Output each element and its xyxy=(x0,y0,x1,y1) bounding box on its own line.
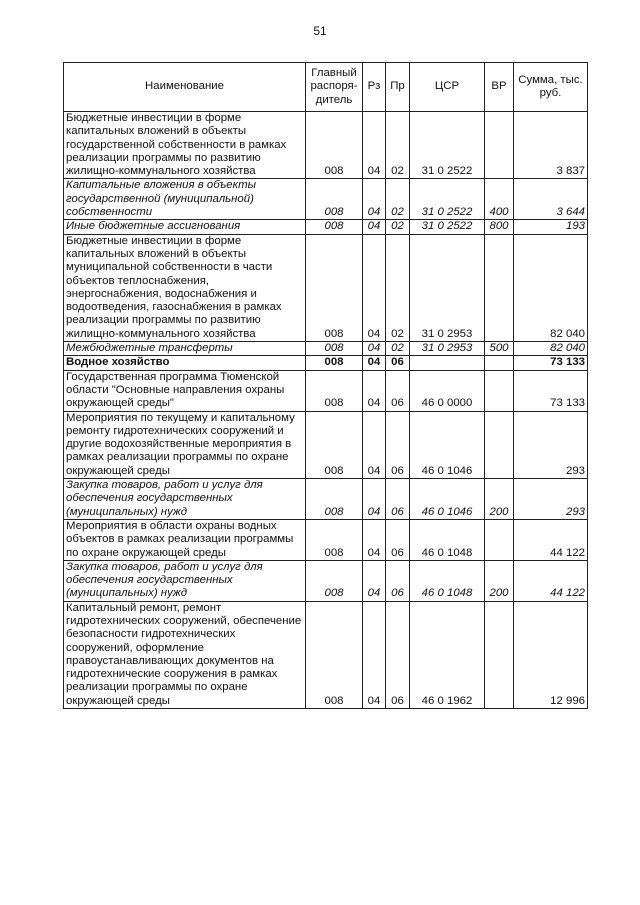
table-row xyxy=(64,356,588,370)
row-vr xyxy=(485,519,514,560)
row-rz: 04 xyxy=(363,479,386,520)
row-pr: 06 xyxy=(386,356,410,370)
row-grbs: 008 xyxy=(306,220,363,234)
table-header-row xyxy=(64,63,588,112)
header-vr: ВР xyxy=(485,63,514,112)
budget-table xyxy=(63,62,588,709)
row-sum: 3 644 xyxy=(514,179,588,220)
row-grbs: 008 xyxy=(306,179,363,220)
row-rz: 04 xyxy=(363,370,386,411)
row-csr: 31 0 2522 xyxy=(410,179,485,220)
row-grbs: 008 xyxy=(306,411,363,478)
row-csr: 46 0 1048 xyxy=(410,519,485,560)
header-pr: Пр xyxy=(386,63,410,112)
row-name: Государственная программа Тюменской области "Основные направления охраны окружающей среды" xyxy=(64,370,306,411)
row-vr xyxy=(485,112,514,179)
row-name: Мероприятия по текущему и капитальному ремонту гидротехнических сооружений и другие водохозяйственные мероприятия в рамках реализации программы по охране окружающей среды xyxy=(64,411,306,478)
row-vr xyxy=(485,234,514,341)
row-sum: 73 133 xyxy=(514,356,588,370)
row-name: Водное хозяйство xyxy=(64,356,306,370)
row-csr xyxy=(410,356,485,370)
row-grbs: 008 xyxy=(306,112,363,179)
row-sum: 293 xyxy=(514,479,588,520)
row-rz: 04 xyxy=(363,342,386,356)
row-vr xyxy=(485,370,514,411)
row-pr: 06 xyxy=(386,519,410,560)
row-sum: 73 133 xyxy=(514,370,588,411)
table-row xyxy=(64,560,588,601)
row-csr: 46 0 1046 xyxy=(410,479,485,520)
row-name: Мероприятия в области охраны водных объектов в рамках реализации программы по охране окружающей среды xyxy=(64,519,306,560)
row-grbs: 008 xyxy=(306,601,363,708)
header-name: Наименование xyxy=(64,63,306,112)
row-pr: 06 xyxy=(386,411,410,478)
table-row xyxy=(64,479,588,520)
row-vr xyxy=(485,601,514,708)
row-sum: 193 xyxy=(514,220,588,234)
row-rz: 04 xyxy=(363,112,386,179)
table-row xyxy=(64,519,588,560)
row-name: Закупка товаров, работ и услуг для обеспечения государственных (муниципальных) нужд xyxy=(64,479,306,520)
row-grbs: 008 xyxy=(306,560,363,601)
table-row xyxy=(64,370,588,411)
row-pr: 06 xyxy=(386,479,410,520)
row-vr xyxy=(485,356,514,370)
row-pr: 06 xyxy=(386,560,410,601)
row-name: Капитальный ремонт, ремонт гидротехнических сооружений, обеспечение безопасности гидротехнических сооружений, оформление правоустанавливающих документов на гидротехнические сооружения в рамках реализации программы по охране окружающей среды xyxy=(64,601,306,708)
row-pr: 06 xyxy=(386,601,410,708)
row-pr: 02 xyxy=(386,220,410,234)
row-rz: 04 xyxy=(363,356,386,370)
row-vr: 200 xyxy=(485,560,514,601)
table-row xyxy=(64,112,588,179)
row-rz: 04 xyxy=(363,234,386,341)
row-csr: 46 0 1048 xyxy=(410,560,485,601)
row-csr: 31 0 2953 xyxy=(410,342,485,356)
table-row xyxy=(64,411,588,478)
row-rz: 04 xyxy=(363,411,386,478)
row-sum: 293 xyxy=(514,411,588,478)
header-sum: Сумма, тыс. руб. xyxy=(514,63,588,112)
row-vr: 800 xyxy=(485,220,514,234)
row-csr: 46 0 1962 xyxy=(410,601,485,708)
row-rz: 04 xyxy=(363,179,386,220)
row-grbs: 008 xyxy=(306,234,363,341)
row-grbs: 008 xyxy=(306,356,363,370)
row-rz: 04 xyxy=(363,560,386,601)
row-pr: 02 xyxy=(386,342,410,356)
row-sum: 44 122 xyxy=(514,560,588,601)
row-grbs: 008 xyxy=(306,479,363,520)
row-grbs: 008 xyxy=(306,342,363,356)
row-vr: 200 xyxy=(485,479,514,520)
row-name: Бюджетные инвестиции в форме капитальных вложений в объекты муниципальной собственности в части объектов теплоснабжения, энергоснабжения, водоснабжения и водоотведения, газоснабжения в рамках реализации программы по развитию жилищно-коммунального хозяйства xyxy=(64,234,306,341)
row-sum: 82 040 xyxy=(514,342,588,356)
table-row xyxy=(64,342,588,356)
row-vr xyxy=(485,411,514,478)
header-rz: Рз xyxy=(363,63,386,112)
row-csr: 31 0 2522 xyxy=(410,220,485,234)
header-csr: ЦСР xyxy=(410,63,485,112)
table-row xyxy=(64,220,588,234)
row-name: Иные бюджетные ассигнования xyxy=(64,220,306,234)
row-vr: 400 xyxy=(485,179,514,220)
row-sum: 12 996 xyxy=(514,601,588,708)
row-pr: 02 xyxy=(386,234,410,341)
row-rz: 04 xyxy=(363,519,386,560)
row-sum: 44 122 xyxy=(514,519,588,560)
row-name: Закупка товаров, работ и услуг для обеспечения государственных (муниципальных) нужд xyxy=(64,560,306,601)
row-vr: 500 xyxy=(485,342,514,356)
row-sum: 82 040 xyxy=(514,234,588,341)
row-csr: 46 0 1046 xyxy=(410,411,485,478)
row-grbs: 008 xyxy=(306,370,363,411)
row-sum: 3 837 xyxy=(514,112,588,179)
row-pr: 02 xyxy=(386,179,410,220)
row-grbs: 008 xyxy=(306,519,363,560)
row-name: Бюджетные инвестиции в форме капитальных вложений в объекты государственной собственности в рамках реализации программы по развитию жилищно-коммунального хозяйства xyxy=(64,112,306,179)
table-row xyxy=(64,179,588,220)
table-row xyxy=(64,234,588,341)
row-pr: 02 xyxy=(386,112,410,179)
row-rz: 04 xyxy=(363,220,386,234)
row-csr: 46 0 0000 xyxy=(410,370,485,411)
row-rz: 04 xyxy=(363,601,386,708)
row-pr: 06 xyxy=(386,370,410,411)
header-grbs: Главный распоря-дитель xyxy=(306,63,363,112)
row-csr: 31 0 2953 xyxy=(410,234,485,341)
row-name: Межбюджетные трансферты xyxy=(64,342,306,356)
row-csr: 31 0 2522 xyxy=(410,112,485,179)
page-number: 51 xyxy=(313,24,327,38)
table-row xyxy=(64,601,588,708)
row-name: Капитальные вложения в объекты государственной (муниципальной) собственности xyxy=(64,179,306,220)
